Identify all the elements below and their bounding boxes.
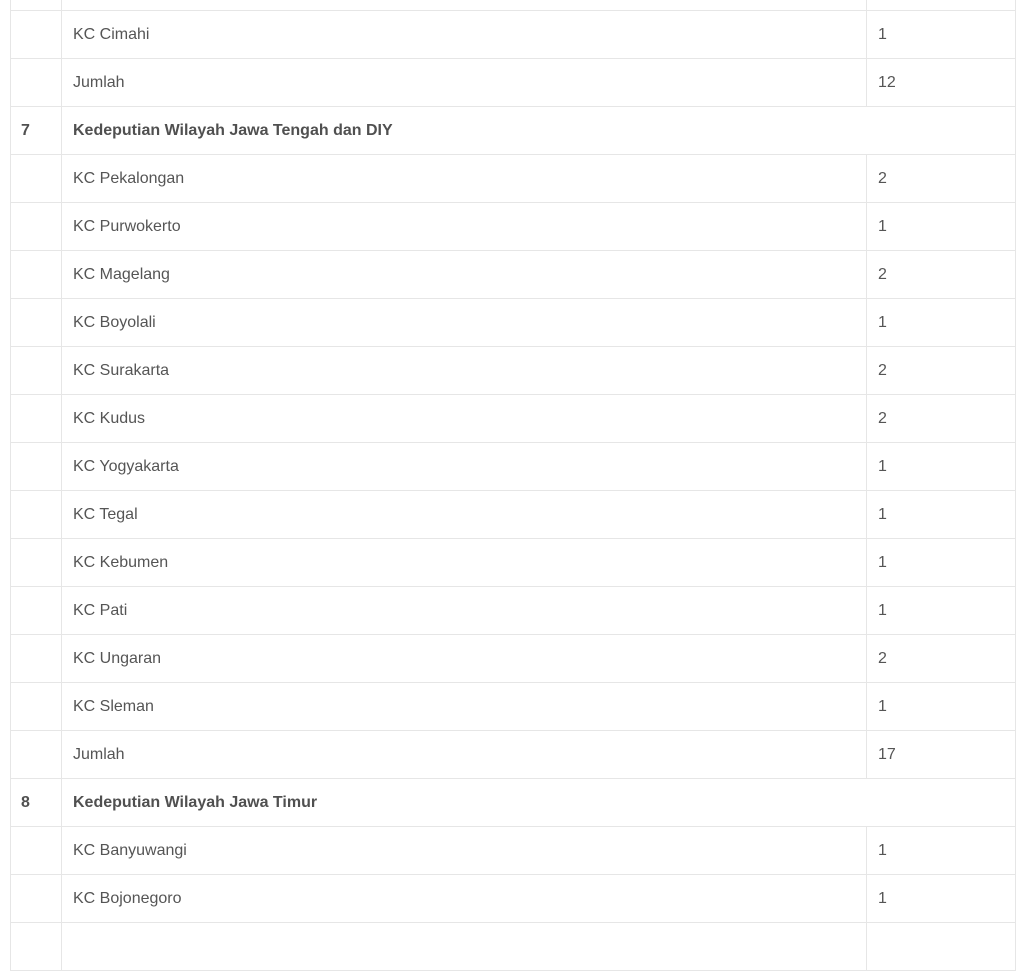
subtotal-row [11,59,1016,107]
branch-name-cell: KC Yogyakarta [62,443,867,491]
branch-table [10,0,1016,971]
table-row [11,827,1016,875]
table-row [11,443,1016,491]
table-row [11,347,1016,395]
branch-name-cell: KC Banyuwangi [62,827,867,875]
table-row [11,635,1016,683]
count-cell: 1 [867,683,1016,731]
row-number-cell [11,155,62,203]
count-cell [867,0,1016,11]
branch-table-container [10,0,1015,971]
row-number-cell [11,299,62,347]
count-cell: 1 [867,491,1016,539]
table-row [11,203,1016,251]
branch-name-cell: KC Bojonegoro [62,875,867,923]
row-number-cell [11,443,62,491]
row-number-cell [11,539,62,587]
row-number-cell [11,875,62,923]
subtotal-label-cell: Jumlah [62,59,867,107]
group-number-cell: 8 [11,779,62,827]
count-cell: 1 [867,443,1016,491]
group-number-cell: 7 [11,107,62,155]
subtotal-count-cell: 17 [867,731,1016,779]
branch-name-cell: KC Purwokerto [62,203,867,251]
branch-name-cell [62,923,867,971]
row-number-cell [11,683,62,731]
branch-name-cell [62,0,867,11]
table-body [11,0,1016,971]
subtotal-count-cell: 12 [867,59,1016,107]
table-row [11,0,1016,11]
row-number-cell [11,587,62,635]
branch-name-cell: KC Ungaran [62,635,867,683]
table-row [11,155,1016,203]
table-row [11,299,1016,347]
branch-name-cell: KC Magelang [62,251,867,299]
branch-name-cell: KC Tegal [62,491,867,539]
branch-name-cell: KC Kudus [62,395,867,443]
branch-name-cell: KC Pati [62,587,867,635]
row-number-cell [11,251,62,299]
branch-name-cell: KC Surakarta [62,347,867,395]
row-number-cell [11,395,62,443]
branch-name-cell: KC Boyolali [62,299,867,347]
row-number-cell [11,923,62,971]
count-cell: 1 [867,587,1016,635]
group-header-row [11,107,1016,155]
row-number-cell [11,59,62,107]
branch-name-cell: KC Kebumen [62,539,867,587]
table-row [11,251,1016,299]
count-cell: 1 [867,539,1016,587]
count-cell: 2 [867,635,1016,683]
branch-name-cell: KC Cimahi [62,11,867,59]
branch-name-cell: KC Sleman [62,683,867,731]
count-cell: 2 [867,155,1016,203]
group-header-row [11,779,1016,827]
table-row [11,923,1016,971]
row-number-cell [11,347,62,395]
count-cell: 1 [867,827,1016,875]
row-number-cell [11,203,62,251]
group-title-cell: Kedeputian Wilayah Jawa Tengah dan DIY [62,107,1016,155]
row-number-cell [11,491,62,539]
count-cell: 2 [867,347,1016,395]
table-row [11,875,1016,923]
table-row [11,683,1016,731]
subtotal-row [11,731,1016,779]
count-cell: 1 [867,299,1016,347]
count-cell [867,923,1016,971]
row-number-cell [11,731,62,779]
branch-name-cell: KC Pekalongan [62,155,867,203]
row-number-cell [11,11,62,59]
table-row [11,587,1016,635]
subtotal-label-cell: Jumlah [62,731,867,779]
count-cell: 2 [867,395,1016,443]
row-number-cell [11,827,62,875]
count-cell: 1 [867,875,1016,923]
row-number-cell [11,635,62,683]
count-cell: 1 [867,203,1016,251]
group-title-cell: Kedeputian Wilayah Jawa Timur [62,779,1016,827]
row-number-cell [11,0,62,11]
table-row [11,491,1016,539]
count-cell: 1 [867,11,1016,59]
table-row [11,395,1016,443]
count-cell: 2 [867,251,1016,299]
table-row [11,11,1016,59]
table-row [11,539,1016,587]
